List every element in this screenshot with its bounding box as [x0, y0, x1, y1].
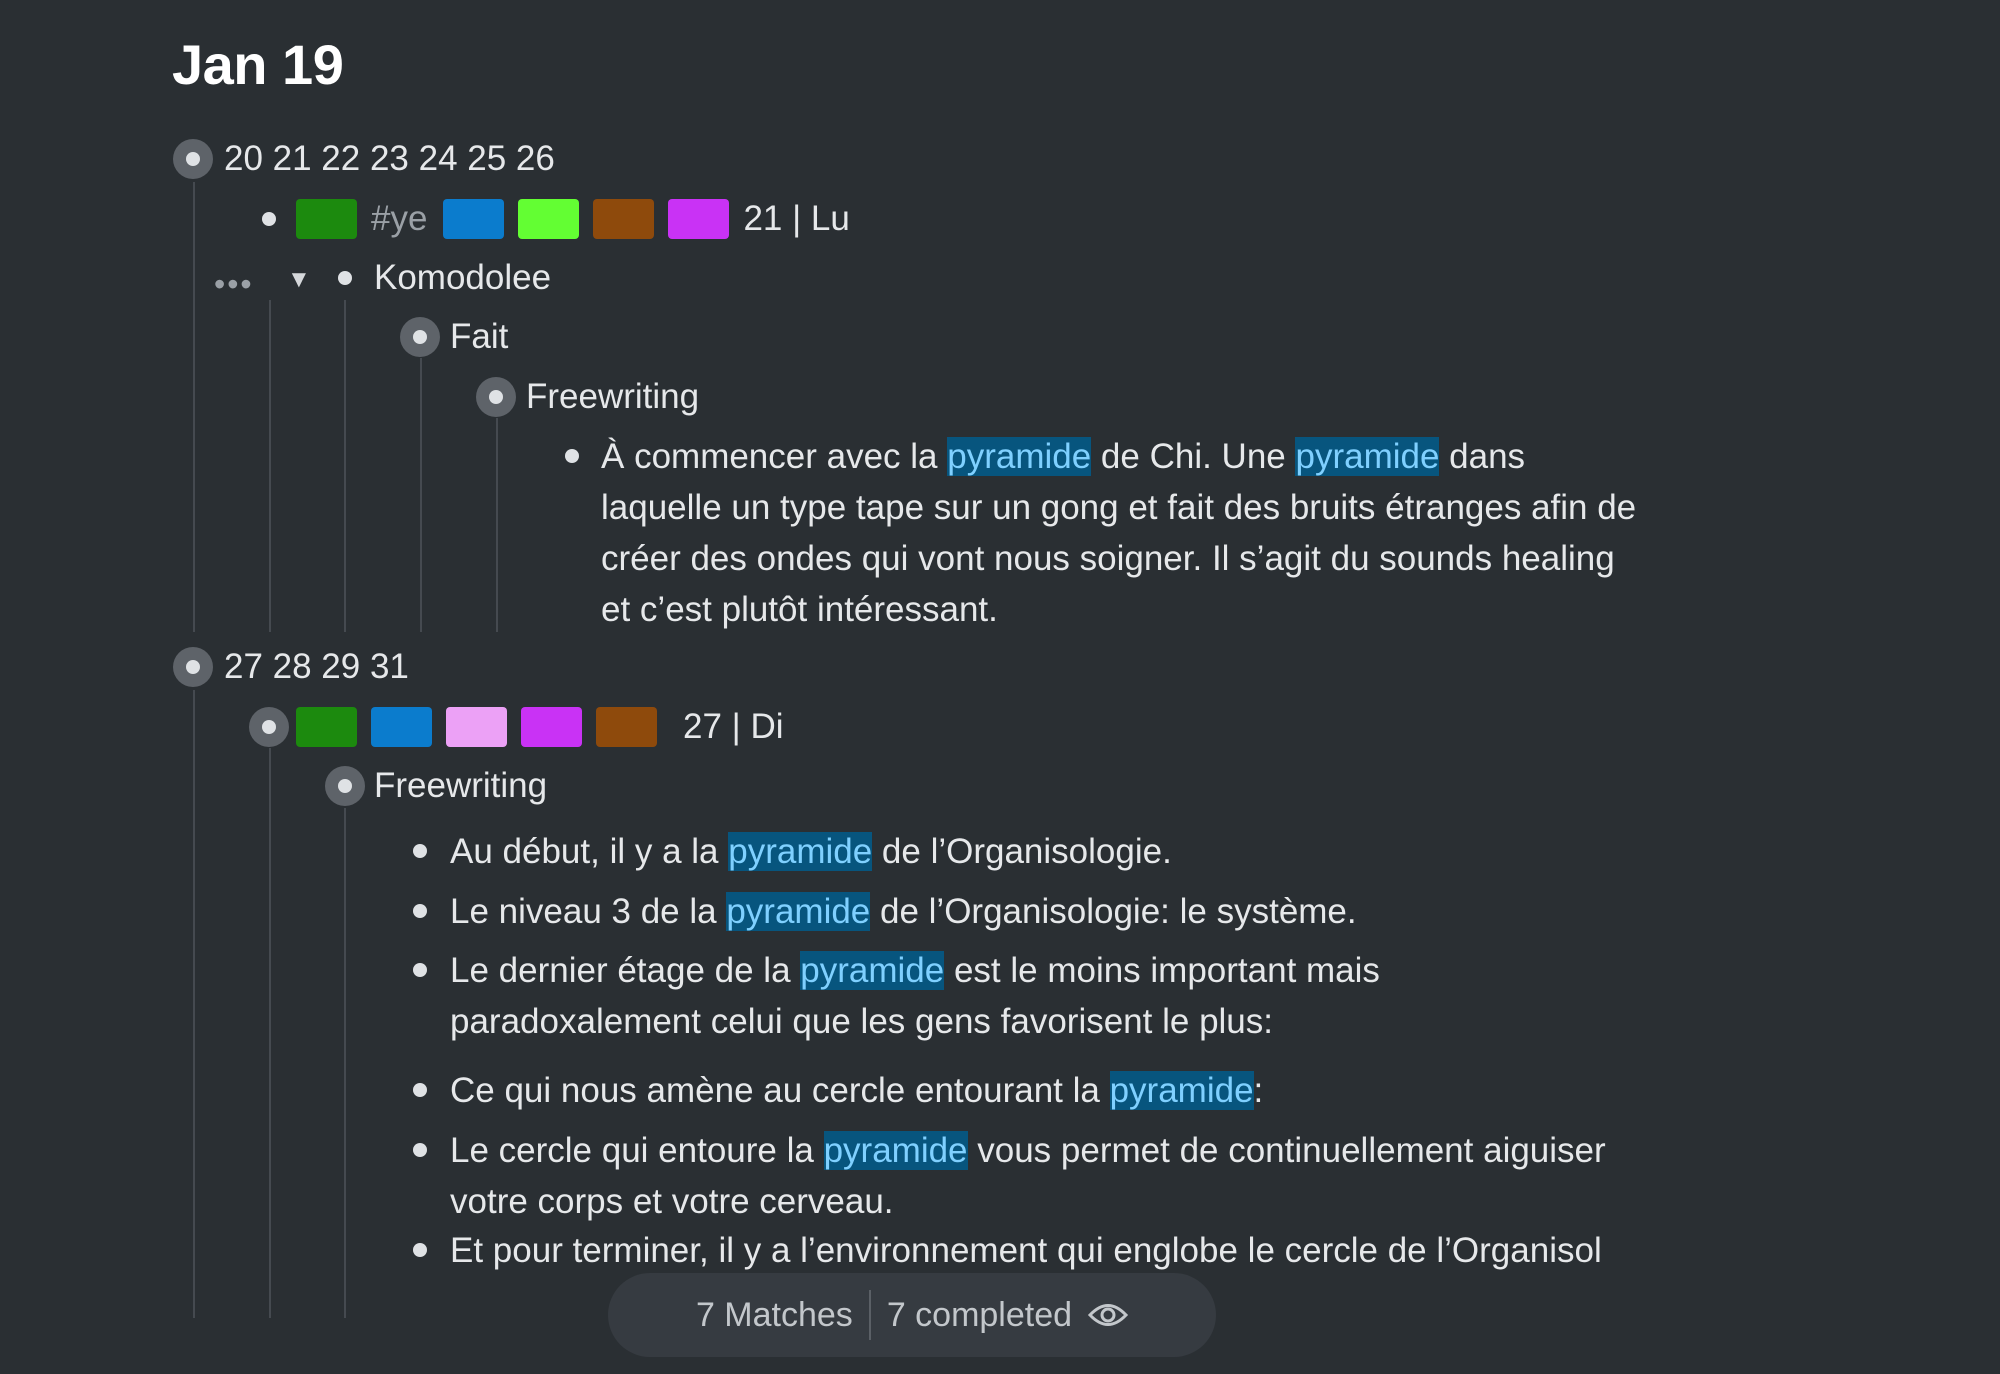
item-fait[interactable]: Fait — [450, 317, 509, 356]
matches-count[interactable]: 7 Matches — [695, 1295, 853, 1334]
bullet-icon[interactable] — [413, 963, 427, 977]
bullet-icon[interactable] — [413, 1243, 427, 1257]
week-label[interactable]: 20 21 22 23 24 25 26 — [224, 139, 555, 178]
hashtag[interactable]: #ye — [371, 199, 428, 238]
list-item[interactable] — [450, 1225, 1630, 1276]
caret-down-icon[interactable]: ▼ — [287, 266, 311, 293]
bullet-icon[interactable] — [262, 212, 276, 226]
text-run: Le niveau 3 de la — [450, 892, 727, 931]
collapsed-bullet-icon[interactable] — [173, 139, 213, 179]
list-item[interactable] — [450, 1125, 1630, 1227]
search-highlight: pyramide — [823, 1131, 968, 1170]
week-label[interactable]: 27 28 29 31 — [224, 647, 409, 686]
tag-row — [296, 701, 784, 753]
item-freewriting[interactable]: Freewriting — [526, 377, 700, 416]
text-run: de Chi. Une — [1091, 437, 1296, 476]
tag-row — [296, 193, 850, 245]
text-run: Le cercle qui entoure la — [450, 1131, 824, 1170]
search-results-bar — [608, 1273, 1216, 1357]
item-komodolee[interactable]: Komodolee — [374, 258, 552, 297]
day-label[interactable]: 27 | Di — [683, 707, 784, 746]
bullet-icon[interactable] — [338, 271, 352, 285]
list-item[interactable] — [450, 826, 1630, 877]
collapsed-bullet-icon[interactable] — [173, 647, 213, 687]
more-dots-icon[interactable]: ••• — [214, 266, 254, 302]
color-swatch[interactable] — [371, 707, 432, 747]
text-run: Au début, il y a la — [450, 832, 729, 871]
bullet-icon[interactable] — [413, 1143, 427, 1157]
collapsed-bullet-icon[interactable] — [249, 707, 289, 747]
page-title: Jan 19 — [172, 33, 344, 96]
text-run: vous permet de continuellement aiguiser votre corps et votre cerveau. — [450, 1131, 1606, 1221]
text-run: : — [1253, 1071, 1264, 1110]
search-highlight: pyramide — [947, 437, 1092, 476]
guide-line — [193, 690, 195, 1318]
bullet-icon[interactable] — [413, 1083, 427, 1097]
day-label[interactable]: 21 | Lu — [743, 199, 850, 238]
completed-count[interactable]: 7 completed — [886, 1295, 1073, 1334]
color-swatch[interactable] — [443, 199, 504, 239]
guide-line — [269, 300, 271, 632]
text-run: Le dernier étage de la — [450, 951, 801, 990]
bullet-icon[interactable] — [413, 844, 427, 858]
list-item[interactable] — [450, 1065, 1630, 1116]
search-highlight: pyramide — [728, 832, 873, 871]
color-swatch[interactable] — [521, 707, 582, 747]
guide-line — [344, 808, 346, 1318]
bullet-icon[interactable] — [565, 449, 579, 463]
collapsed-bullet-icon[interactable] — [476, 377, 516, 417]
color-swatch[interactable] — [596, 707, 657, 747]
divider — [869, 1290, 871, 1340]
bullet-icon[interactable] — [413, 904, 427, 918]
text-run: À commencer avec la — [601, 437, 948, 476]
item-freewriting[interactable]: Freewriting — [374, 766, 548, 805]
guide-line — [269, 748, 271, 1318]
search-highlight: pyramide — [800, 951, 945, 990]
color-swatch[interactable] — [518, 199, 579, 239]
color-swatch[interactable] — [668, 199, 729, 239]
color-swatch[interactable] — [446, 707, 507, 747]
collapsed-bullet-icon[interactable] — [400, 317, 440, 357]
text-run: de l’Organisologie: le système. — [870, 892, 1357, 931]
color-swatch[interactable] — [296, 707, 357, 747]
freewriting-paragraph[interactable] — [601, 431, 1641, 635]
text-run: est le moins important mais paradoxalement celui que les gens favorisent le plus: — [450, 951, 1380, 1041]
collapsed-bullet-icon[interactable] — [325, 766, 365, 806]
list-item[interactable] — [450, 886, 1630, 937]
eye-icon[interactable] — [1088, 1300, 1128, 1330]
text-run: dans laquelle un type tape sur un gong et fait des bruits étranges afin de créer des ondes qui vont nous soigner. Il s’agit du sounds healing et c’est plutôt intéressant. — [601, 437, 1637, 629]
guide-line — [420, 358, 422, 632]
color-swatch[interactable] — [593, 199, 654, 239]
color-swatch[interactable] — [296, 199, 357, 239]
text-run: Ce qui nous amène au cercle entourant la — [450, 1071, 1110, 1110]
list-item[interactable] — [450, 945, 1630, 1047]
search-highlight: pyramide — [1109, 1071, 1254, 1110]
guide-line — [344, 300, 346, 632]
guide-line — [193, 182, 195, 632]
search-highlight: pyramide — [726, 892, 871, 931]
text-run: Et pour terminer, il y a l’environnement qui englobe le cercle de l’Organisol — [450, 1231, 1602, 1270]
search-highlight: pyramide — [1295, 437, 1440, 476]
text-run: de l’Organisologie. — [872, 832, 1172, 871]
guide-line — [496, 418, 498, 632]
